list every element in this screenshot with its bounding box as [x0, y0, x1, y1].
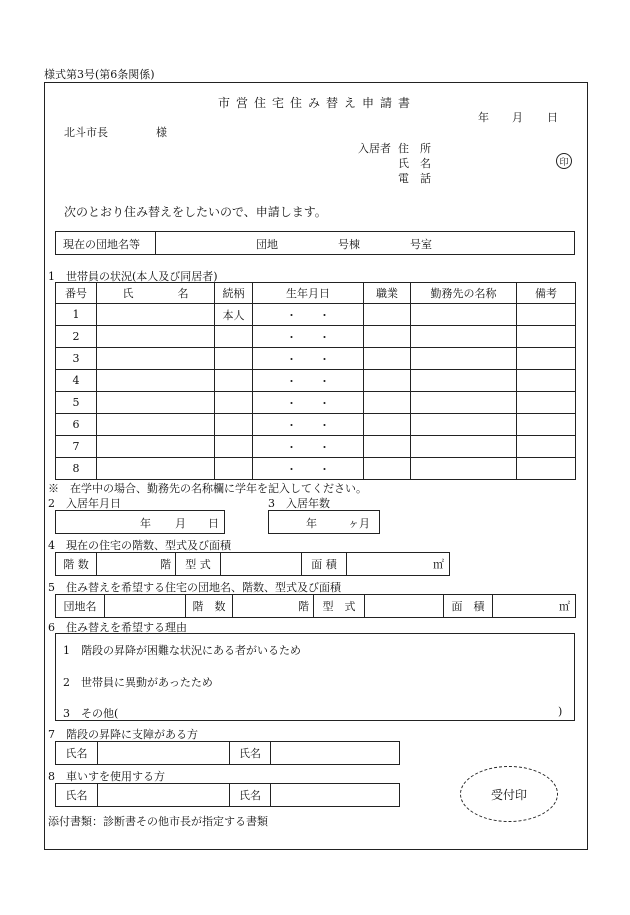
dob-cell[interactable]: ・ ・	[253, 348, 364, 370]
occupation-cell[interactable]	[364, 458, 411, 480]
current-type-label-cell	[175, 552, 221, 576]
stairs-name-label-cell-2	[229, 741, 271, 765]
remarks-cell[interactable]	[517, 326, 576, 348]
seal-mark-text: 印	[559, 157, 569, 168]
col-header-occupation: 職業	[364, 283, 411, 304]
wheelchair-name-field-1[interactable]	[97, 783, 230, 807]
dob-cell[interactable]: ・ ・	[253, 370, 364, 392]
move-in-year: 年	[140, 517, 151, 530]
wheelchair-name-label-cell-1	[55, 783, 98, 807]
col-header-name: 氏 名	[97, 283, 215, 304]
workplace-cell[interactable]	[411, 414, 517, 436]
current-type-field[interactable]	[220, 552, 302, 576]
remarks-cell[interactable]	[517, 458, 576, 480]
move-in-month: 月	[175, 517, 186, 530]
row-number: 2	[56, 326, 97, 348]
remarks-cell[interactable]	[517, 304, 576, 326]
desired-floors-field[interactable]	[232, 594, 314, 618]
date-day: 日	[547, 111, 558, 124]
reason-option-2[interactable]: 2 世帯員に異動があったため	[63, 676, 213, 689]
section5-title: 5 住み替えを希望する住宅の団地名、階数、型式及び面積	[48, 581, 341, 594]
stairs-name-label-2: 氏名	[239, 747, 261, 760]
row-number: 4	[56, 370, 97, 392]
section7-title: 7 階段の昇降に支障がある方	[48, 728, 198, 741]
table-row	[56, 348, 576, 370]
reception-stamp	[460, 766, 558, 822]
name-cell[interactable]	[97, 458, 215, 480]
current-housing-label: 現在の団地名等	[63, 238, 140, 251]
row-number: 5	[56, 392, 97, 414]
dob-cell[interactable]: ・ ・	[253, 392, 364, 414]
name-cell[interactable]	[97, 370, 215, 392]
occupation-cell[interactable]	[364, 414, 411, 436]
table-row	[56, 304, 576, 326]
remarks-cell[interactable]	[517, 348, 576, 370]
workplace-cell[interactable]	[411, 458, 517, 480]
relation-cell[interactable]	[215, 370, 253, 392]
relation-cell[interactable]	[215, 458, 253, 480]
desired-area-field[interactable]	[492, 594, 576, 618]
addressee-mayor: 北斗市長	[64, 126, 108, 139]
desired-type-label: 型 式	[322, 600, 356, 613]
occupation-cell[interactable]	[364, 304, 411, 326]
remarks-cell[interactable]	[517, 414, 576, 436]
occupation-cell[interactable]	[364, 370, 411, 392]
intro-text: 次のとおり住み替えをしたいので、申請します。	[64, 205, 327, 219]
date-month: 月	[512, 111, 523, 124]
section8-title: 8 車いすを使用する方	[48, 770, 165, 783]
remarks-cell[interactable]	[517, 392, 576, 414]
household-table-header-row	[56, 283, 576, 304]
row-number: 1	[56, 304, 97, 326]
wheelchair-name-label-2: 氏名	[239, 789, 261, 802]
relation-cell[interactable]: 本人	[215, 304, 253, 326]
dob-cell[interactable]: ・ ・	[253, 458, 364, 480]
desired-floors-unit: 階	[298, 600, 309, 613]
wheelchair-name-label-cell-2	[229, 783, 271, 807]
current-floors-unit: 階	[160, 558, 171, 571]
workplace-cell[interactable]	[411, 370, 517, 392]
current-housing-building[interactable]: 号棟	[338, 238, 360, 251]
name-cell[interactable]	[97, 414, 215, 436]
desired-floors-label: 階 数	[192, 600, 226, 613]
current-area-label: 面 積	[311, 558, 337, 571]
applicant-label: 入居者	[358, 142, 391, 155]
remarks-cell[interactable]	[517, 370, 576, 392]
seal-mark	[556, 153, 572, 169]
col-header-dob: 生年月日	[253, 283, 364, 304]
dob-cell[interactable]: ・ ・	[253, 326, 364, 348]
student-note: ※ 在学中の場合、勤務先の名称欄に学年を記入してください。	[48, 482, 367, 495]
applicant-name-label: 氏 名	[398, 157, 431, 170]
col-header-remarks: 備考	[517, 283, 576, 304]
stairs-name-label-cell-1	[55, 741, 98, 765]
current-area-label-cell	[301, 552, 347, 576]
years-resided-month: ヶ月	[348, 517, 370, 530]
col-header-relation: 続柄	[215, 283, 253, 304]
desired-floors-label-cell	[185, 594, 233, 618]
reception-stamp-label: 受付印	[490, 787, 527, 802]
relation-cell[interactable]	[215, 348, 253, 370]
stairs-name-field-1[interactable]	[97, 741, 230, 765]
stairs-name-field-2[interactable]	[270, 741, 400, 765]
desired-danchi-label-cell	[55, 594, 105, 618]
desired-type-field[interactable]	[364, 594, 444, 618]
desired-type-label-cell	[313, 594, 365, 618]
workplace-cell[interactable]	[411, 436, 517, 458]
desired-area-unit: ㎡	[559, 600, 570, 613]
current-area-unit: ㎡	[433, 558, 444, 571]
dob-cell[interactable]: ・ ・	[253, 304, 364, 326]
table-row	[56, 458, 576, 480]
section2-title: 2 入居年月日	[48, 497, 121, 510]
row-number: 6	[56, 414, 97, 436]
reason-option-1[interactable]: 1 階段の昇降が困難な状況にある者がいるため	[63, 644, 301, 657]
desired-area-label-cell	[443, 594, 493, 618]
name-cell[interactable]	[97, 304, 215, 326]
current-housing-danchi[interactable]: 団地	[256, 238, 278, 251]
years-resided-year: 年	[306, 517, 317, 530]
name-cell[interactable]	[97, 326, 215, 348]
workplace-cell[interactable]	[411, 348, 517, 370]
wheelchair-name-label-1: 氏名	[65, 789, 88, 802]
form-title: 市営住宅住み替え申請書	[218, 96, 417, 110]
section6-title: 6 住み替えを希望する理由	[48, 621, 187, 634]
date-year: 年	[478, 111, 489, 124]
current-type-label: 型 式	[185, 558, 211, 571]
row-number: 8	[56, 458, 97, 480]
current-floors-label-cell	[55, 552, 97, 576]
section3-title: 3 入居年数	[268, 497, 330, 510]
name-cell[interactable]	[97, 436, 215, 458]
attachments-note: 添付書類：診断書その他市長が指定する書類	[48, 815, 268, 828]
workplace-cell[interactable]	[411, 392, 517, 414]
occupation-cell[interactable]	[364, 392, 411, 414]
name-cell[interactable]	[97, 348, 215, 370]
section4-title: 4 現在の住宅の階数、型式及び面積	[48, 539, 231, 552]
row-number: 3	[56, 348, 97, 370]
relation-cell[interactable]	[215, 436, 253, 458]
applicant-address-label: 住 所	[398, 142, 431, 155]
household-table	[55, 282, 576, 480]
wheelchair-name-field-2[interactable]	[270, 783, 400, 807]
desired-area-label: 面 積	[451, 600, 485, 613]
table-row	[56, 326, 576, 348]
relation-cell[interactable]	[215, 392, 253, 414]
stairs-name-label-1: 氏名	[65, 747, 88, 760]
form-number: 様式第3号(第6条関係)	[44, 68, 155, 81]
workplace-cell[interactable]	[411, 304, 517, 326]
section1-title: 1 世帯員の状況(本人及び同居者)	[48, 270, 218, 283]
occupation-cell[interactable]	[364, 436, 411, 458]
dob-cell[interactable]: ・ ・	[253, 436, 364, 458]
relation-cell[interactable]	[215, 326, 253, 348]
occupation-cell[interactable]	[364, 348, 411, 370]
desired-danchi-label: 団地名	[63, 600, 97, 613]
col-header-workplace: 勤務先の名称	[411, 283, 517, 304]
desired-danchi-field[interactable]	[104, 594, 186, 618]
table-row	[56, 436, 576, 458]
row-number: 7	[56, 436, 97, 458]
reason-close-paren: )	[558, 705, 563, 718]
addressee-honorific: 様	[156, 126, 167, 139]
table-row	[56, 370, 576, 392]
current-area-field[interactable]	[346, 552, 450, 576]
name-cell[interactable]	[97, 392, 215, 414]
current-floors-label: 階 数	[63, 558, 89, 571]
move-in-day: 日	[208, 517, 219, 530]
current-floors-field[interactable]	[96, 552, 176, 576]
occupation-cell[interactable]	[364, 326, 411, 348]
relation-cell[interactable]	[215, 414, 253, 436]
dob-cell[interactable]: ・ ・	[253, 414, 364, 436]
table-row	[56, 392, 576, 414]
applicant-phone-label: 電 話	[398, 172, 431, 185]
col-header-number: 番号	[56, 283, 97, 304]
table-row	[56, 414, 576, 436]
current-housing-room[interactable]: 号室	[410, 238, 432, 251]
reason-option-3[interactable]: 3 その他(	[63, 707, 119, 720]
remarks-cell[interactable]	[517, 436, 576, 458]
workplace-cell[interactable]	[411, 326, 517, 348]
